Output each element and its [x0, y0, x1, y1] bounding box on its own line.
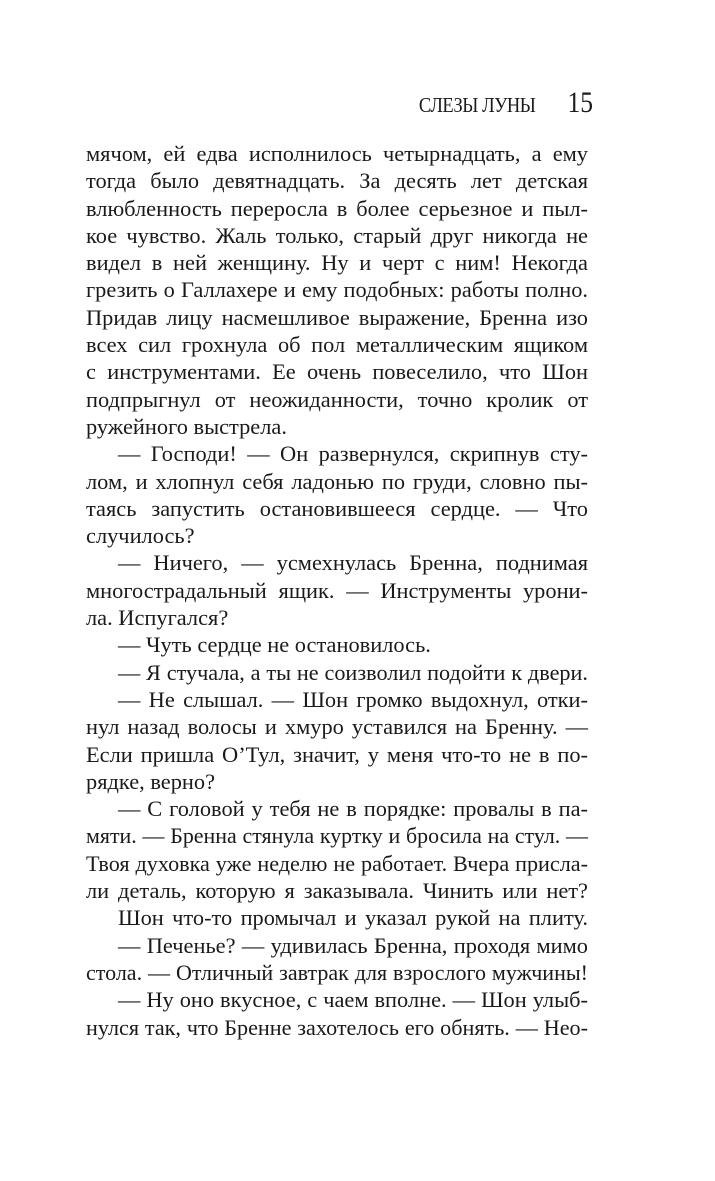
text-line: таясь запустить остановившееся сердце. — Что [86, 495, 588, 521]
body-text [86, 140, 588, 1041]
text-line: — Господи! — Он развернулся, скрипнув сту- [118, 441, 588, 467]
text-line: подпрыгнул от неожиданности, точно кролик от [86, 386, 588, 412]
text-line: с инструментами. Ее очень повеселило, что Шон [86, 359, 588, 385]
text-line: — Печенье? — удивилась Бренна, проходя мимо [118, 932, 588, 958]
text-line: ла. Испугался? [86, 605, 229, 631]
text-line: — С головой у тебя не в порядке: провалы в па- [118, 796, 588, 822]
text-line: ружейного выстрела. [86, 413, 287, 439]
text-line: грезить о Галлахере и ему подобных: работы полно. [86, 277, 588, 303]
text-line: всех сил грохнула об пол металлическим ящиком [86, 332, 588, 358]
text-line: нул назад волосы и хмуро уставился на Бренну. — [86, 714, 588, 740]
text-line: случилось? [86, 523, 195, 549]
page-header [403, 86, 593, 120]
text-line: рядке, верно? [86, 768, 216, 794]
text-line: Если пришла О’Тул, значит, у меня что-то не в по- [86, 741, 588, 767]
text-line: влюбленность переросла в более серьезное и пыл- [86, 195, 588, 221]
text-line: — Чуть сердце не остановилось. [118, 632, 431, 658]
text-line: ли деталь, которую я заказывала. Чинить или нет? [86, 878, 588, 904]
text-line: лом, и хлопнул себя ладонью по груди, словно пы- [86, 468, 588, 494]
text-line: кое чувство. Жаль только, старый друг никогда не [86, 222, 588, 248]
text-line: мячом, ей едва исполнилось четырнадцать, а ему [86, 141, 588, 166]
text-line: видел в ней женщину. Ну и черт с ним! Некогда [86, 250, 588, 276]
page-number: 15 [567, 86, 593, 119]
text-line: Придав лицу насмешливое выражение, Бренна изо [86, 304, 588, 330]
text-line: — Не слышал. — Шон громко выдохнул, отки- [118, 686, 588, 712]
text-line: нулся так, что Бренне захотелось его обнять. — Нео- [86, 1014, 588, 1040]
text-line: Шон что-то промычал и указал рукой на плиту. [118, 905, 588, 931]
text-line: тогда было девятнадцать. За десять лет детская [86, 168, 588, 194]
text-line: — Ничего, — усмехнулась Бренна, поднимая [118, 550, 588, 576]
text-line: — Я стучала, а ты не соизволил подойти к двери. [118, 659, 588, 685]
text-line: Твоя духовка уже неделю не работает. Вчера присла- [86, 850, 588, 876]
text-line: многострадальный ящик. — Инструменты урони- [86, 577, 588, 603]
running-title: СЛЕЗЫ ЛУНЫ [418, 93, 535, 117]
text-line: мяти. — Бренна стянула куртку и бросила на стул. — [86, 823, 588, 849]
text-line: стола. — Отличный завтрак для взрослого мужчины! [86, 959, 588, 985]
text-line: — Ну оно вкусное, с чаем вполне. — Шон улыб- [118, 987, 588, 1013]
